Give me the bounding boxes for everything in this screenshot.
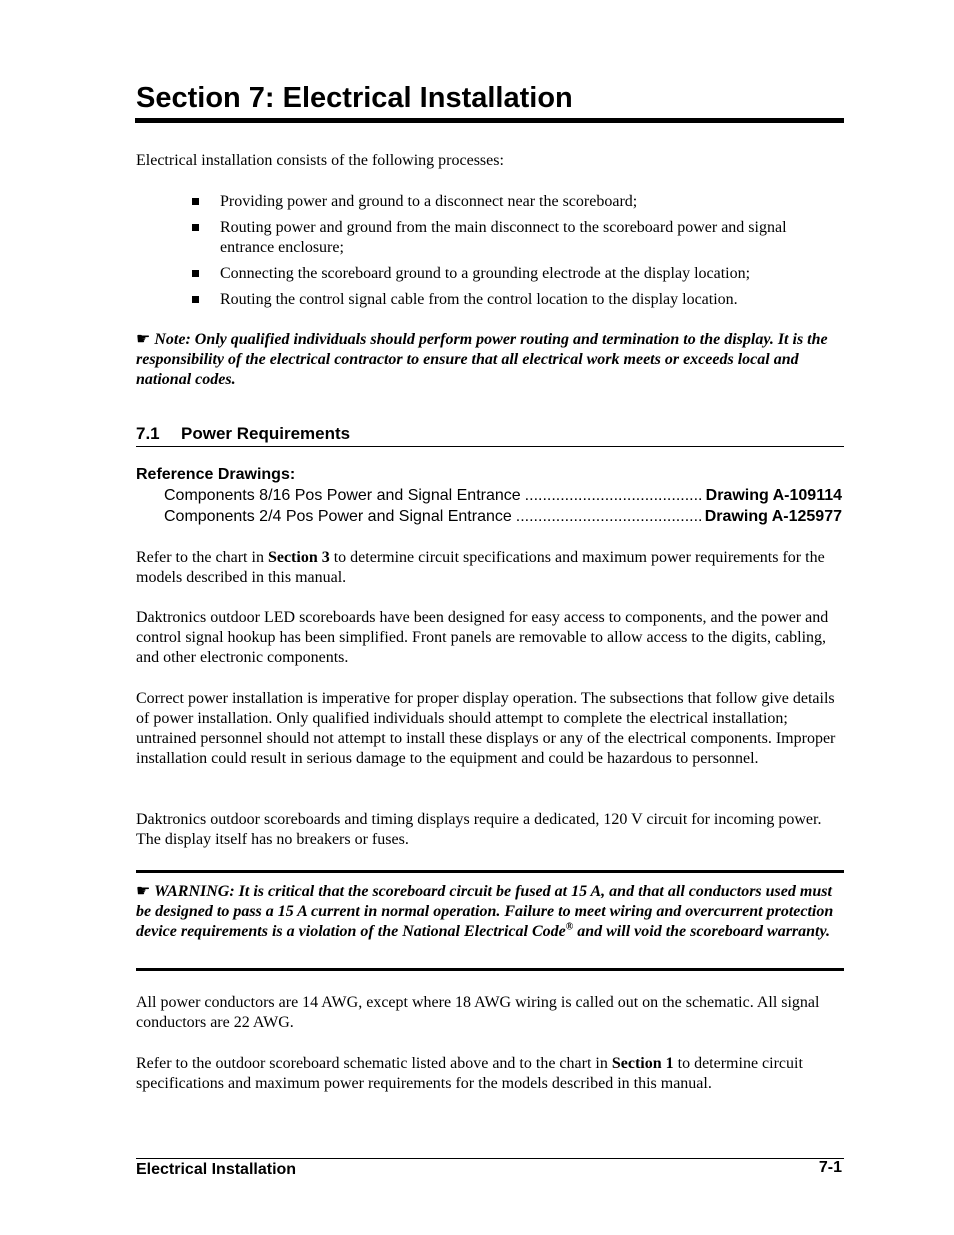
paragraph-circuit: Daktronics outdoor scoreboards and timing displays require a dedicated, 120 V circuit for incoming power. The display itself has no breakers or fuses. (136, 811, 822, 848)
leader-dots (525, 485, 702, 506)
intro-paragraph: Electrical installation consists of the following processes: (136, 152, 504, 169)
section-link-text: Section 3 (267, 549, 330, 566)
warning-paragraph (136, 882, 844, 942)
footer-title: Electrical Installation (136, 1161, 297, 1178)
reference-drawing: Drawing A-125977 (704, 508, 842, 525)
note-text: Note: Only qualified individuals should perform power routing and termination to the display. It is the responsibility of the electrical contractor to ensure that all electrical work meets or exceeds local and national codes. (136, 331, 828, 388)
paragraph-conductors: All power conductors are 14 AWG, except where 18 AWG wiring is called out on the schematic. All signal conductors are 22 AWG. (136, 994, 820, 1031)
reference-row (164, 506, 842, 527)
list-item: Providing power and ground to a disconnect near the scoreboard; (190, 192, 844, 212)
paragraph-correct-install: Correct power installation is imperative for proper display operation. The subsections that follow give details of power installation. Only qualified individuals should attempt to complete the electrical installation; untrained personnel should not attempt to install these displays or any of the electrical components. Improper installation could result in serious damage to the equipment and could be hazardous to personnel. (136, 690, 836, 767)
registered-mark: ® (565, 921, 574, 933)
text-run: to determine circuit specifications and maximum power requirements for the models described in this manual. (136, 1055, 803, 1092)
list-item: Connecting the scoreboard ground to a grounding electrode at the display location; (190, 264, 844, 284)
reference-label: Components 8/16 Pos Power and Signal Entrance (164, 487, 521, 504)
reference-row (164, 485, 842, 506)
paragraph-schematic (136, 1054, 844, 1094)
reference-drawing: Drawing A-109114 (705, 487, 842, 504)
reference-label: Components 2/4 Pos Power and Signal Entrance (164, 508, 512, 525)
footer-rule (136, 1158, 844, 1159)
section-title: Power Requirements (181, 424, 351, 443)
process-list (190, 192, 844, 316)
note-paragraph (136, 330, 844, 390)
warning-bottom-rule (136, 968, 844, 971)
paragraph-chart-reference (136, 548, 844, 588)
list-item: Routing the control signal cable from the control location to the display location. (190, 290, 844, 310)
reference-title: Reference Drawings: (136, 466, 296, 483)
section-rule (136, 446, 844, 447)
warning-text-end: and will void the scoreboard warranty. (573, 923, 830, 940)
page-number: 7-1 (818, 1159, 842, 1176)
text-run: Refer to the chart in (136, 549, 268, 566)
leader-dots (516, 506, 701, 527)
paragraph-access: Daktronics outdoor LED scoreboards have been designed for easy access to components, and the power and control signal hookup has been simplified. Front panels are removable to allow access to the digits, cabling, and other electronic components. (136, 609, 829, 666)
text-run: to determine circuit specifications and maximum power requirements for the models described in this manual. (136, 549, 825, 586)
page-title: Section 7: Electrical Installation (136, 82, 573, 114)
section-number: 7.1 (136, 424, 160, 443)
text-run: Refer to the outdoor scoreboard schematic listed above and to the chart in (136, 1055, 612, 1072)
pointing-hand-icon: ☛ (136, 331, 151, 348)
warning-top-rule (136, 870, 844, 873)
title-rule (135, 118, 844, 123)
section-heading (136, 423, 844, 445)
section-link-text: Section 1 (611, 1055, 674, 1072)
warning-text: WARNING: It is critical that the scoreboard circuit be fused at 15 A, and that all conductors used must be designed to pass a 15 A current in normal operation. Failure to meet wiring and overcurrent protection device requirements is a violation of the National Electrical Code (136, 883, 834, 940)
list-item: Routing power and ground from the main disconnect to the scoreboard power and signal entrance enclosure; (190, 218, 844, 258)
pointing-hand-icon: ☛ (136, 883, 151, 900)
